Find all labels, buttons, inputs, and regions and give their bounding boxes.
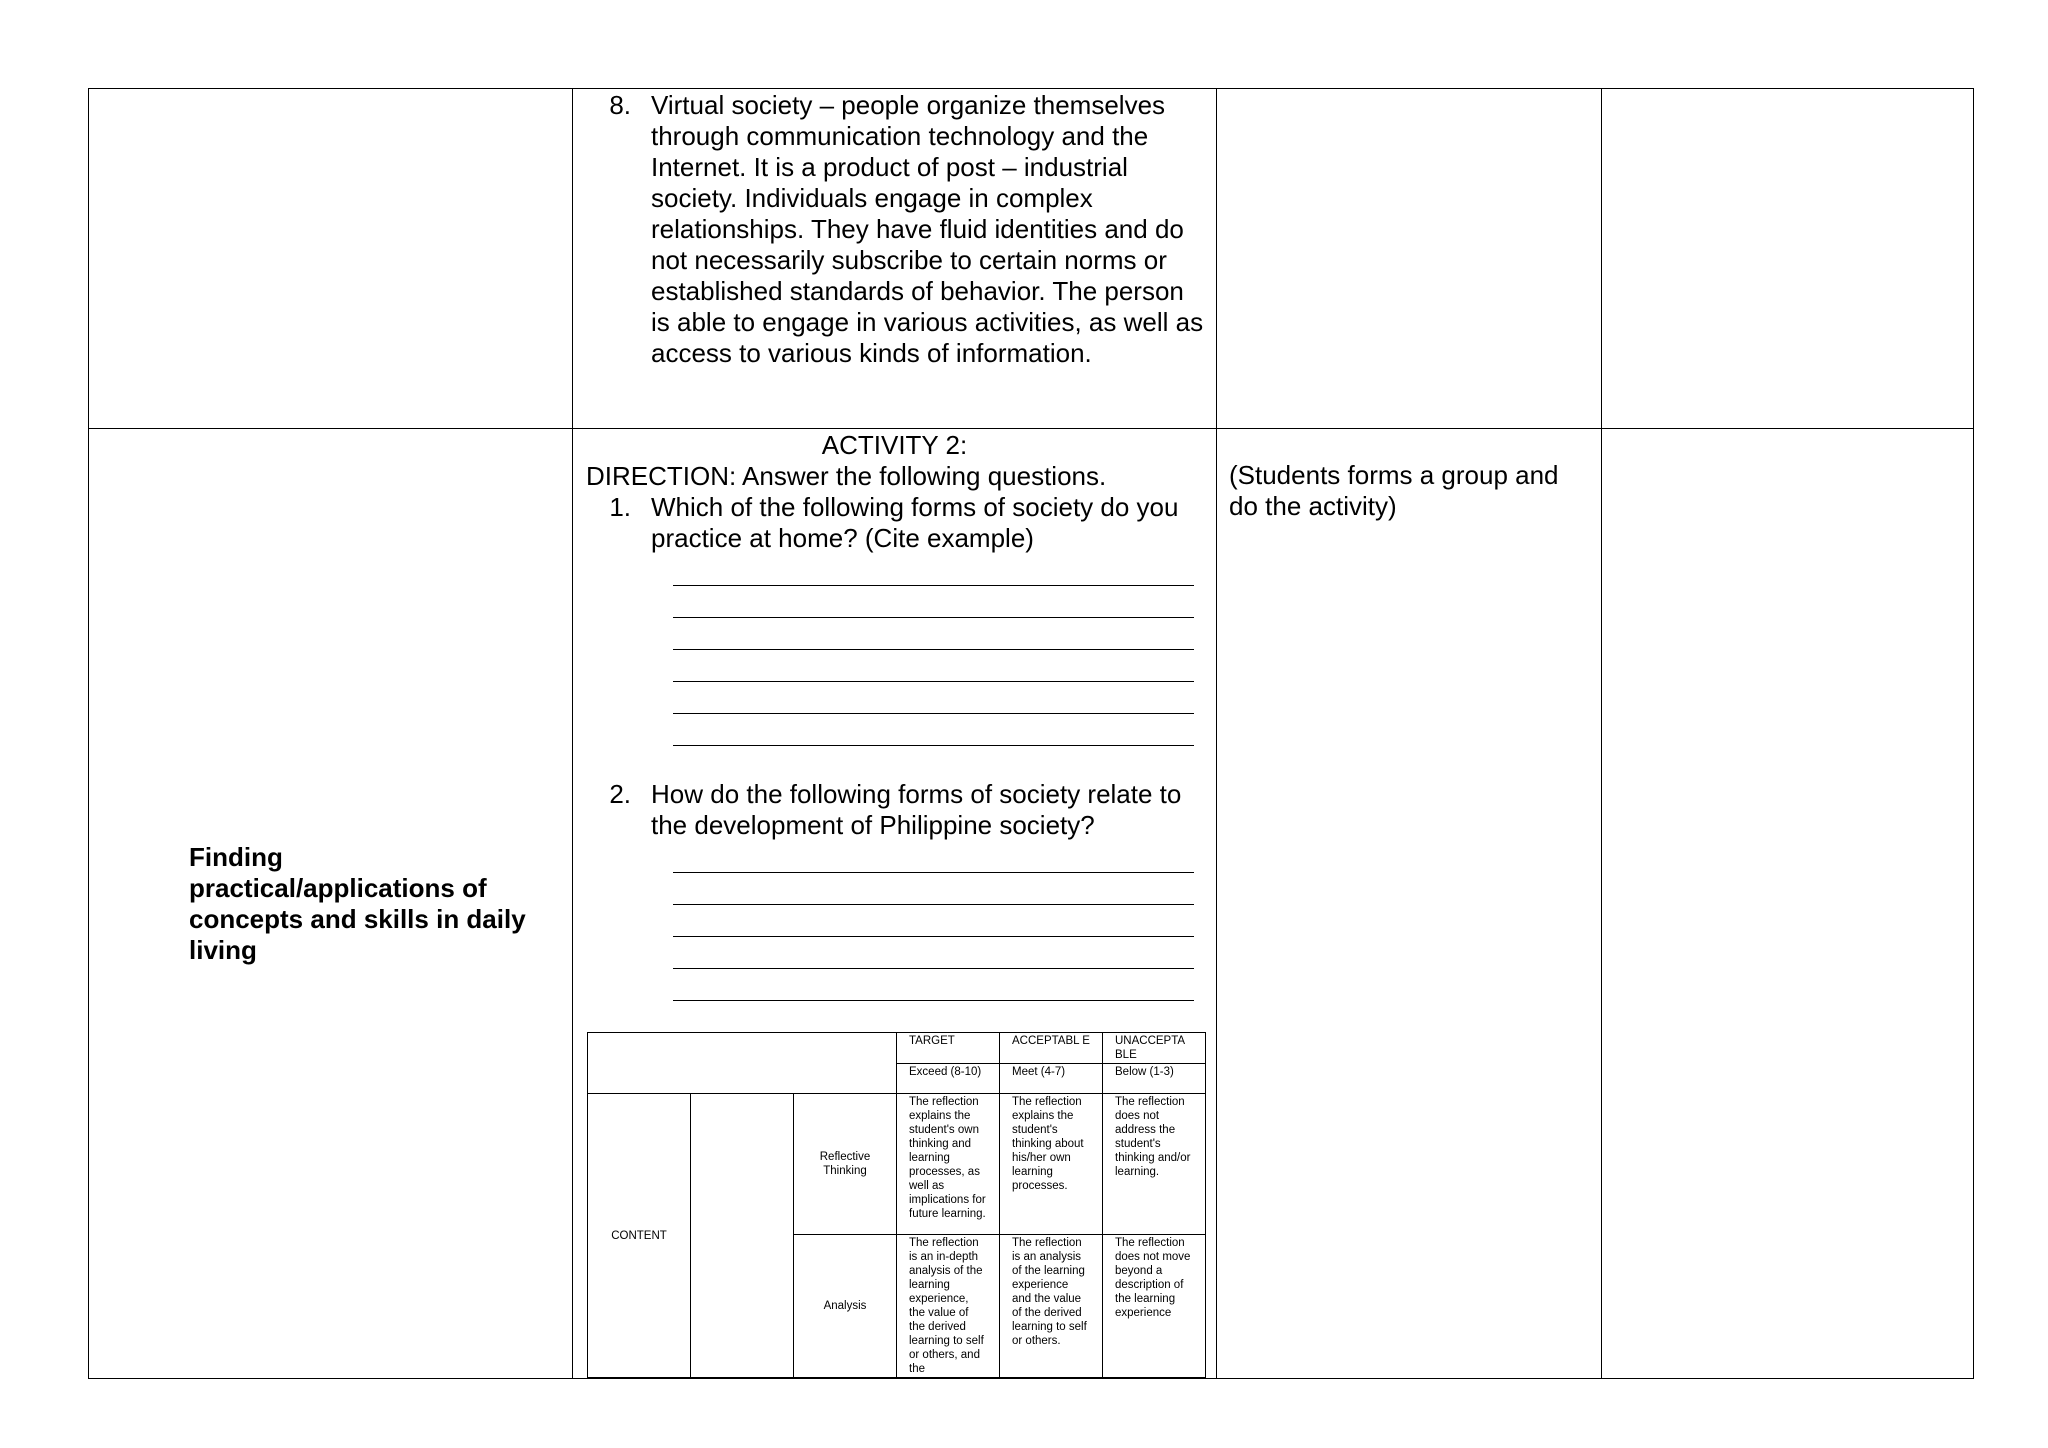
answer-line[interactable] xyxy=(673,618,1194,650)
answer-line[interactable] xyxy=(673,650,1194,682)
rubric-corner xyxy=(588,1033,897,1094)
item-number: 8. xyxy=(609,90,631,120)
question-list xyxy=(573,779,1216,841)
level-unacceptable: UNACCEPTA BLE xyxy=(1103,1033,1206,1064)
criterion-unacceptable: The reflection does not move beyond a description of the learning experience xyxy=(1103,1235,1206,1378)
activity-cell xyxy=(573,429,1217,1379)
society-list xyxy=(573,90,1216,369)
students-cell xyxy=(1217,429,1602,1379)
rubric-criterion-row xyxy=(588,1094,1206,1235)
answer-line[interactable] xyxy=(673,554,1194,586)
table-row xyxy=(89,89,1974,429)
answer-line[interactable] xyxy=(673,841,1194,873)
answer-lines xyxy=(573,841,1216,1001)
question-item xyxy=(573,492,1216,554)
criterion-acceptable: The reflection explains the student's thinking about his/her own learning processes. xyxy=(1000,1094,1103,1235)
criterion-acceptable: The reflection is an analysis of the learning experience and the value of the derived learning to self or others. xyxy=(1000,1235,1103,1378)
lesson-plan-table xyxy=(88,88,1974,1379)
rubric-category: CONTENT xyxy=(588,1094,691,1378)
criterion-target: The reflection is an in-depth analysis of the learning experience, the value of the derived learning to self or others, and the xyxy=(897,1235,1000,1378)
level-acceptable: ACCEPTABL E xyxy=(1000,1033,1103,1064)
answer-line[interactable] xyxy=(673,586,1194,618)
answer-line[interactable] xyxy=(673,937,1194,969)
question-number: 1. xyxy=(609,492,631,522)
answer-lines xyxy=(573,554,1216,746)
direction-text: DIRECTION: Answer the following questions. xyxy=(586,461,1107,491)
rubric-empty-cell xyxy=(691,1094,794,1378)
score-target: Exceed (8-10) xyxy=(897,1064,1000,1094)
level-target: TARGET xyxy=(897,1033,1000,1064)
criterion-name: Reflective Thinking xyxy=(794,1094,897,1235)
question-text: How do the following forms of society relate to the development of Philippine society? xyxy=(651,779,1182,840)
answer-line[interactable] xyxy=(673,714,1194,746)
item-text: Virtual society – people organize themselves through communication technology and the Internet. It is a product of post – industrial society. Individuals engage in complex relationships. They have fluid identities and do not necessarily subscribe to certain norms or established standards of behavior. The person is able to engage in various activities, as well as access to various kinds of information. xyxy=(651,90,1204,368)
answer-line[interactable] xyxy=(673,969,1194,1001)
answer-line[interactable] xyxy=(673,905,1194,937)
list-item xyxy=(573,90,1216,369)
answer-line[interactable] xyxy=(673,682,1194,714)
score-acceptable: Meet (4-7) xyxy=(1000,1064,1103,1094)
empty-cell xyxy=(1602,89,1974,429)
students-note: (Students forms a group and do the activity) xyxy=(1229,460,1559,521)
empty-cell xyxy=(89,89,573,429)
empty-cell xyxy=(1217,89,1602,429)
question-text: Which of the following forms of society do you practice at home? (Cite example) xyxy=(651,492,1179,553)
rubric-level-row xyxy=(588,1033,1206,1064)
content-cell xyxy=(573,89,1217,429)
table-row xyxy=(89,429,1974,1379)
empty-cell xyxy=(1602,429,1974,1379)
question-list xyxy=(573,492,1216,554)
question-item xyxy=(573,779,1216,841)
activity-title: ACTIVITY 2: xyxy=(821,430,968,460)
criterion-target: The reflection explains the student's own thinking and learning processes, as well as implications for future learning. xyxy=(897,1094,1000,1235)
criterion-unacceptable: The reflection does not address the student's thinking and/or learning. xyxy=(1103,1094,1206,1235)
answer-line[interactable] xyxy=(673,873,1194,905)
criterion-name: Analysis xyxy=(794,1235,897,1378)
rubric-table xyxy=(587,1032,1206,1378)
heading-cell xyxy=(89,429,573,1379)
question-number: 2. xyxy=(609,779,631,809)
score-unacceptable: Below (1-3) xyxy=(1103,1064,1206,1094)
section-heading: Finding practical/applications of concepts and skills in daily living xyxy=(189,841,526,965)
